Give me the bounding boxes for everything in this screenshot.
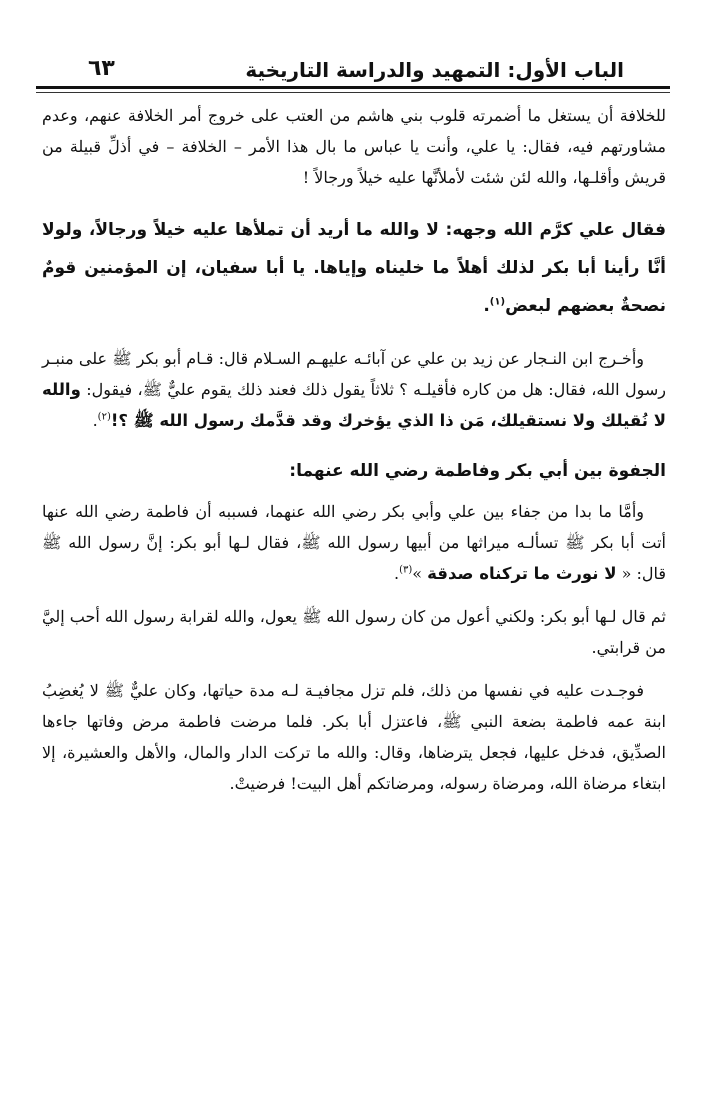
footnote-ref-1: (١) bbox=[489, 296, 506, 308]
paragraph-6: فوجـدت عليه في نفسها من ذلك، فلم تزل مجافيـة لـه مدة حياتها، وكان عليٌّ ﷺ لا يُغضِبُ ابنة عمه فاطمة بضعة النبي ﷺ، فاعتزل أبا بكر. فلما مرضت فاطمة مرض وفاتها جاءها الصدِّيق، فدخل عليها، فجعل يترضاها، وقال: والله ما تركت الدار والمال، والأهل والعشيرة، إلا ابتغاء مرضاة الله، ومرضاة رسوله، ومرضاتكم أهل البيت! فرضيتْ. bbox=[42, 681, 666, 793]
section-heading: الجفوة بين أبي بكر وفاطمة رضي الله عنهما: bbox=[289, 461, 666, 481]
footnote-ref-3: (٣) bbox=[399, 564, 413, 576]
page-number: ٦٣ bbox=[88, 56, 115, 81]
running-title: الباب الأول: التمهيد والدراسة التاريخية bbox=[245, 58, 624, 82]
footnote-ref-2: (٢) bbox=[97, 411, 111, 423]
page-body bbox=[42, 100, 666, 799]
paragraph-3-text: وأخـرج ابن النـجار عن زيد بن علي عن آبائـه عليهـم السـلام قال: قـام أبو بكر ﷺ على منبـر رسول الله، فقال: هل من كاره فأقيلـه ؟ ثلاثاً يقول ذلك فعند ذلك يقوم عليٌّ ﷺ، فيقول: bbox=[42, 349, 666, 399]
paragraph-3: وأخـرج ابن النـجار عن زيد بن علي عن آبائـه عليهـم السـلام قال: قـام أبو بكر ﷺ على منبـر رسول الله، فقال: هل من كاره فأقيلـه ؟ ثلاثاً يقول ذلك فعند ذلك يقوم عليٌّ ﷺ، فيقول: والله لا نُقيلك ولا نستقيلك، مَن ذا الذي يؤخرك وقد قدَّمك رسول الله ﷺ ؟!$^{(٢)}$. bbox=[42, 349, 666, 430]
page-header bbox=[44, 0, 666, 86]
paragraph-4-quote: لا نورث ما تركناه صدقة bbox=[427, 564, 617, 583]
paragraph-2-text: فقال علي كرَّم الله وجهه: لا والله ما أريد أن تملأها عليه خيلاً ورجالاً، ولولا أنَّا رأينا أبا بكر لذلك أهلاً ما خليناه وإياها. يا أبا سفيان، إن المؤمنين قومٌ نصحةٌ بعضهم لبعض bbox=[42, 220, 666, 316]
paragraph-4-text: وأمَّا ما بدا من جفاء بين علي وأبي بكر رضي الله عنهما، فسببه أن فاطمة رضي الله عنها أتت أبا بكر ﷺ تسألـه ميراثها من أبيها رسول الله ﷺ، فقال لـها أبو بكر: إنَّ رسول الله ﷺ قال: « bbox=[42, 502, 666, 583]
header-rule-thick bbox=[36, 86, 670, 89]
header-rule-thin bbox=[36, 92, 670, 93]
paragraph-5: ثم قال لـها أبو بكر: ولكني أعول من كان رسول الله ﷺ يعول، والله لقرابة رسول الله أحب إليَّ من قرابتي. bbox=[42, 607, 666, 657]
paragraph-4-close: » bbox=[412, 564, 423, 583]
paragraph-1: للخلافة أن يستغل ما أضمرته قلوب بني هاشم من العتب على خروج أمر الخلافة عنهم، وعدم مشاورتهم فيه، فقال: يا علي، وأنت يا عباس ما بال هذا الأمر – الخلافة – في أذلِّ قبيلة من قريش وأقلـها، والله لئن شئت لأملأنَّها عليه خيلاً ورجالاً ! bbox=[42, 106, 666, 187]
paragraph-2: فقال علي كرَّم الله وجهه: لا والله ما أريد أن تملأها عليه خيلاً ورجالاً، ولولا أنَّا رأينا أبا بكر لذلك أهلاً ما خليناه وإياها. يا أبا سفيان، إن المؤمنين قومٌ نصحةٌ بعضهم لبعض$^{(١)}$. bbox=[42, 220, 666, 316]
paragraph-3-quote: والله لا نُقيلك ولا نستقيلك، مَن ذا الذي يؤخرك وقد قدَّمك رسول الله ﷺ ؟! bbox=[42, 380, 666, 430]
paragraph-4: وأمَّا ما بدا من جفاء بين علي وأبي بكر رضي الله عنهما، فسببه أن فاطمة رضي الله عنها أتت أبا بكر ﷺ تسألـه ميراثها من أبيها رسول الله ﷺ، فقال لـها أبو بكر: إنَّ رسول الله ﷺ قال: « لا نورث ما تركناه صدقة »$^{(٣)}$. bbox=[42, 502, 666, 583]
